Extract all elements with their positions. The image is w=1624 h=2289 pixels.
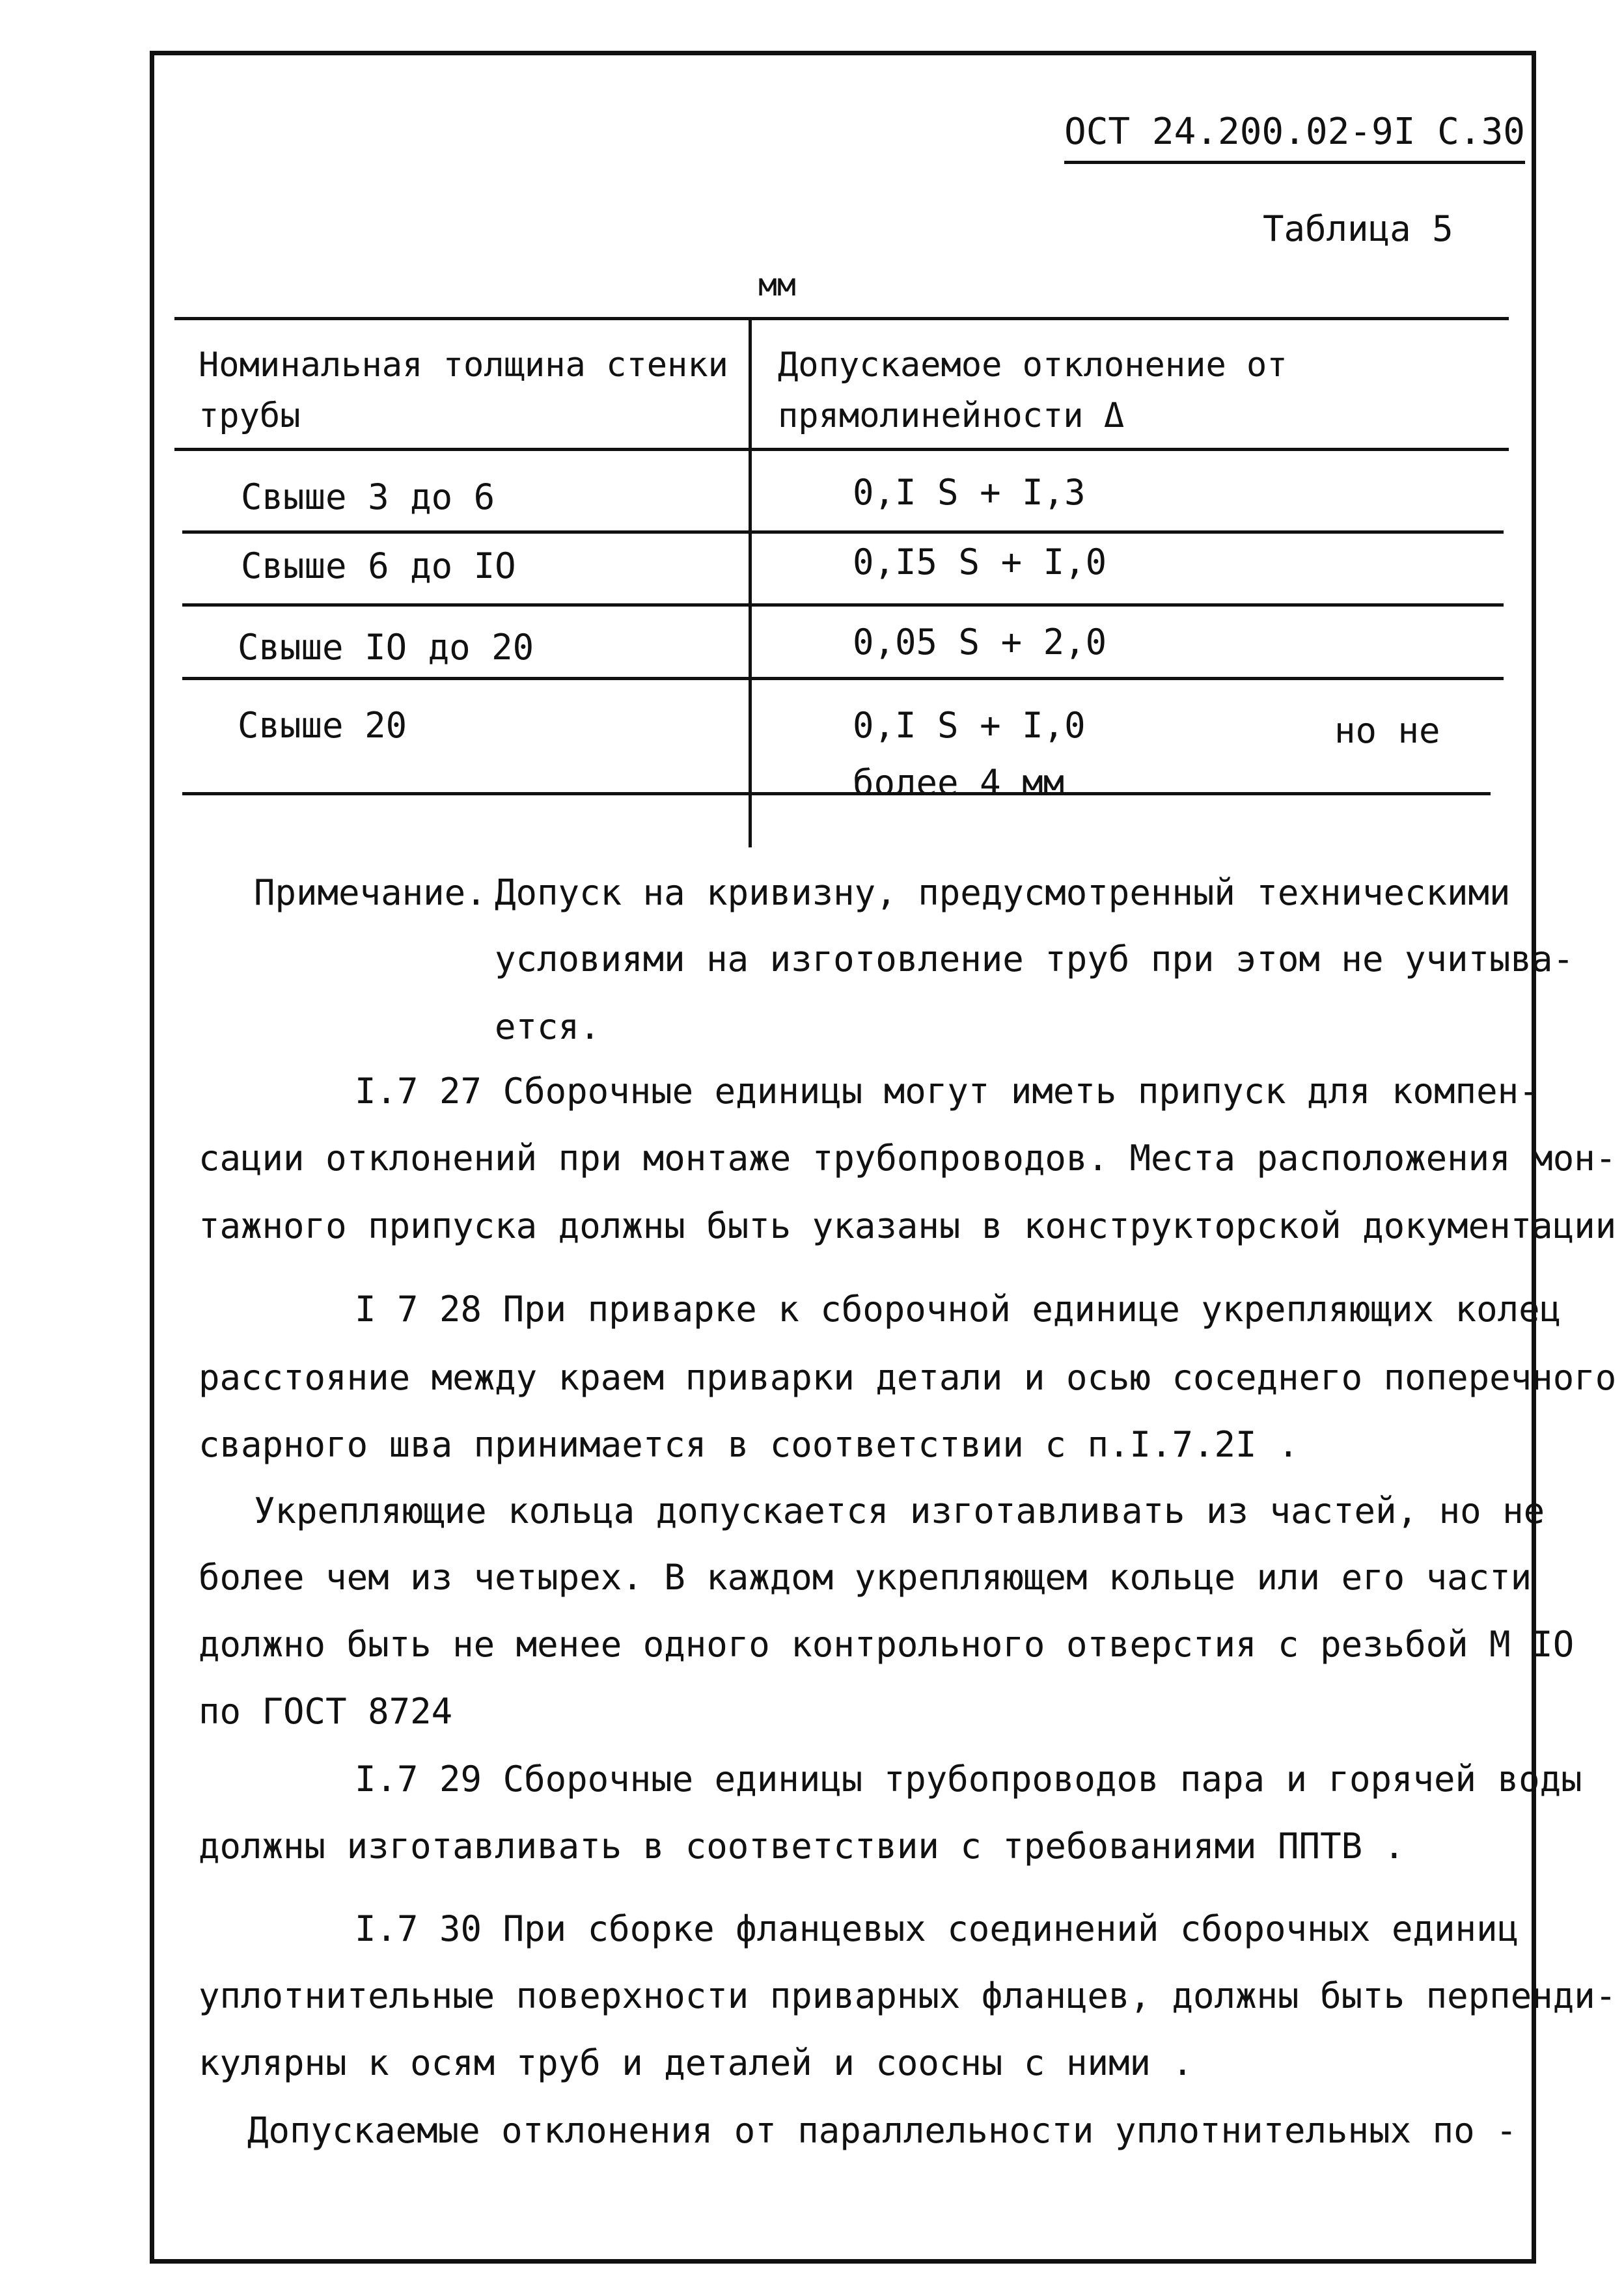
body-line: тажного припуска должны быть указаны в конструкторской документации [199,1205,1617,1246]
table-cell-range: Свыше 20 [238,705,407,746]
document-code: ОСТ 24.200.02-9I С.30 [1064,111,1525,164]
note-line: условиями на изготовление труб при этом не учитыва- [495,939,1575,980]
body-line: сварного шва принимается в соответствии с п.I.7.2I . [199,1424,1299,1465]
table-row-rule [182,603,1504,607]
table-cell-range: Свыше 3 до 6 [241,476,495,517]
table-cell-range: Свыше 6 до IO [241,545,516,586]
body-line: более чем из четырех. В каждом укрепляющем кольце или его части [199,1557,1532,1598]
table-cell-tolerance: 0,I S + I,3 [853,472,1086,513]
body-line: I.7 27 Сборочные единицы могут иметь припуск для компен- [355,1071,1540,1112]
table-cell-extra: но не более 4 мм [853,710,1440,803]
table-cell-tolerance: 0,I5 S + I,0 [853,541,1107,583]
table-cell-range: Свыше IO до 20 [238,627,534,668]
table-cell-tolerance: 0,05 S + 2,0 [853,622,1107,663]
table-column-divider [749,317,752,847]
note-label: Примечание. [254,872,487,913]
body-line: расстояние между краем приварки детали и осью соседнего поперечного [199,1357,1617,1398]
body-line: I 7 28 При приварке к сборочной единице укрепляющих колец [355,1289,1562,1330]
column-header-thickness: Номинальная толщина стенки трубы [199,346,728,435]
body-line: по ГОСТ 8724 [199,1691,453,1732]
body-line: I.7 29 Сборочные единицы трубопроводов пара и горячей воды [355,1759,1582,1800]
table-label: Таблица 5 [1263,208,1453,249]
note-line: ется. [495,1006,601,1047]
body-line: сации отклонений при монтаже трубопроводов. Места расположения мон- [199,1138,1617,1179]
body-line: Укрепляющие кольца допускается изготавливать из частей, но не [254,1490,1545,1531]
body-line: уплотнительные поверхности приварных фланцев, должны быть перпенди- [199,1975,1617,2016]
column-header-deviation: Допускаемое отклонение от прямолинейности Δ [778,346,1287,435]
table-top-rule [174,317,1509,320]
table-header-rule [174,448,1509,451]
table-row-rule [182,677,1504,680]
table-unit: мм [758,267,796,303]
body-line: должны изготавливать в соответствии с требованиями ППТВ . [199,1826,1405,1867]
body-line: должно быть не менее одного контрольного отверстия с резьбой М IO [199,1624,1575,1665]
note-line: Допуск на кривизну, предусмотренный техническими [495,872,1511,913]
body-line: I.7 30 При сборке фланцевых соединений сборочных единиц [355,1908,1519,1949]
table-row-rule [182,530,1504,534]
table-cell-tolerance: 0,I S + I,0 [853,705,1086,746]
body-line: Допускаемые отклонения от параллельности уплотнительных по - [247,2110,1517,2151]
body-line: кулярны к осям труб и деталей и соосны с ними . [199,2042,1194,2083]
